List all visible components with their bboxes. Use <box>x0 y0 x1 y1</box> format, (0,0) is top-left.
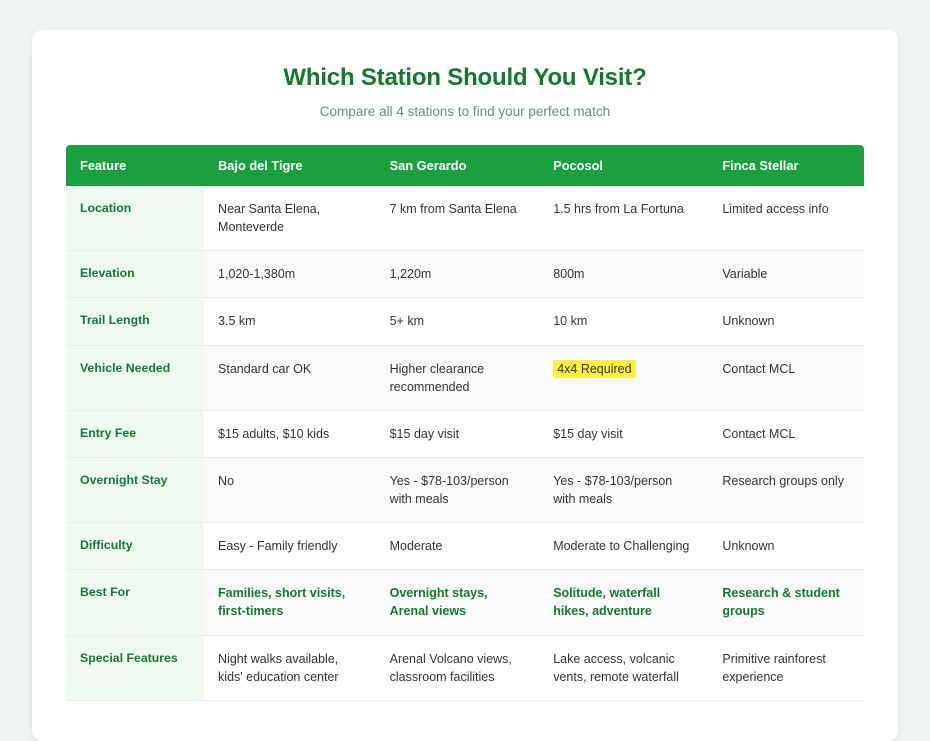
table-cell: Limited access info <box>708 186 864 251</box>
table-cell: No <box>204 457 376 522</box>
table-row <box>66 523 864 570</box>
table-row <box>66 570 864 635</box>
page-subtitle: Compare all 4 stations to find your perfect match <box>319 104 611 119</box>
table-cell: Yes - $78-103/person with meals <box>539 457 708 522</box>
table-cell: $15 day visit <box>539 410 708 457</box>
table-cell: 5+ km <box>376 298 540 345</box>
table-cell: Contact MCL <box>708 345 864 410</box>
table-cell: Yes - $78-103/person with meals <box>376 457 540 522</box>
table-header-row <box>66 145 864 186</box>
table-cell: Families, short visits, first-timers <box>204 570 376 635</box>
column-header-san-gerardo: San Gerardo <box>376 145 540 186</box>
table-cell: 1,020-1,380m <box>204 251 376 298</box>
table-cell: Standard car OK <box>204 345 376 410</box>
table-cell: 10 km <box>539 298 708 345</box>
table-header <box>66 145 864 186</box>
table-cell: 1,220m <box>376 251 540 298</box>
row-feature-label: Best For <box>66 570 204 635</box>
row-feature-label: Entry Fee <box>66 410 204 457</box>
row-feature-label: Vehicle Needed <box>66 345 204 410</box>
table-cell: Research & student groups <box>708 570 864 635</box>
table-row <box>66 410 864 457</box>
table-cell: Research groups only <box>708 457 864 522</box>
table-row <box>66 251 864 298</box>
table-cell: 7 km from Santa Elena <box>376 186 540 251</box>
table-cell: Night walks available, kids' education center <box>204 635 376 700</box>
table-cell: Overnight stays, Arenal views <box>376 570 540 635</box>
table-row <box>66 635 864 700</box>
column-header-pocosol: Pocosol <box>539 145 708 186</box>
table-body <box>66 186 864 700</box>
table-cell: Moderate <box>376 523 540 570</box>
column-header-finca-stellar: Finca Stellar <box>708 145 864 186</box>
column-header-feature: Feature <box>66 145 204 186</box>
table-cell: Unknown <box>708 523 864 570</box>
table-cell: Primitive rainforest experience <box>708 635 864 700</box>
table-cell: $15 adults, $10 kids <box>204 410 376 457</box>
table-cell: 3.5 km <box>204 298 376 345</box>
table-row <box>66 457 864 522</box>
table-cell: Solitude, waterfall hikes, adventure <box>539 570 708 635</box>
table-cell: Contact MCL <box>708 410 864 457</box>
table-cell: Arenal Volcano views, classroom facilities <box>376 635 540 700</box>
table-cell: Unknown <box>708 298 864 345</box>
table-cell: Variable <box>708 251 864 298</box>
row-feature-label: Special Features <box>66 635 204 700</box>
table-cell <box>539 345 708 410</box>
table-cell: $15 day visit <box>376 410 540 457</box>
table-cell: Easy - Family friendly <box>204 523 376 570</box>
table-cell: Lake access, volcanic vents, remote waterfall <box>539 635 708 700</box>
table-row <box>66 298 864 345</box>
table-cell: 800m <box>539 251 708 298</box>
row-feature-label: Difficulty <box>66 523 204 570</box>
comparison-card <box>32 30 898 741</box>
table-cell: Near Santa Elena, Monteverde <box>204 186 376 251</box>
page-title: Which Station Should You Visit? <box>283 64 647 91</box>
row-feature-label: Overnight Stay <box>66 457 204 522</box>
row-feature-label: Elevation <box>66 251 204 298</box>
table-row <box>66 345 864 410</box>
table-row <box>66 186 864 251</box>
row-feature-label: Trail Length <box>66 298 204 345</box>
table-cell: 1.5 hrs from La Fortuna <box>539 186 708 251</box>
highlighted-value: 4x4 Required <box>553 360 635 378</box>
table-cell: Moderate to Challenging <box>539 523 708 570</box>
table-cell: Higher clearance recommended <box>376 345 540 410</box>
column-header-bajo-del-tigre: Bajo del Tigre <box>204 145 376 186</box>
station-comparison-table <box>66 145 864 701</box>
row-feature-label: Location <box>66 186 204 251</box>
